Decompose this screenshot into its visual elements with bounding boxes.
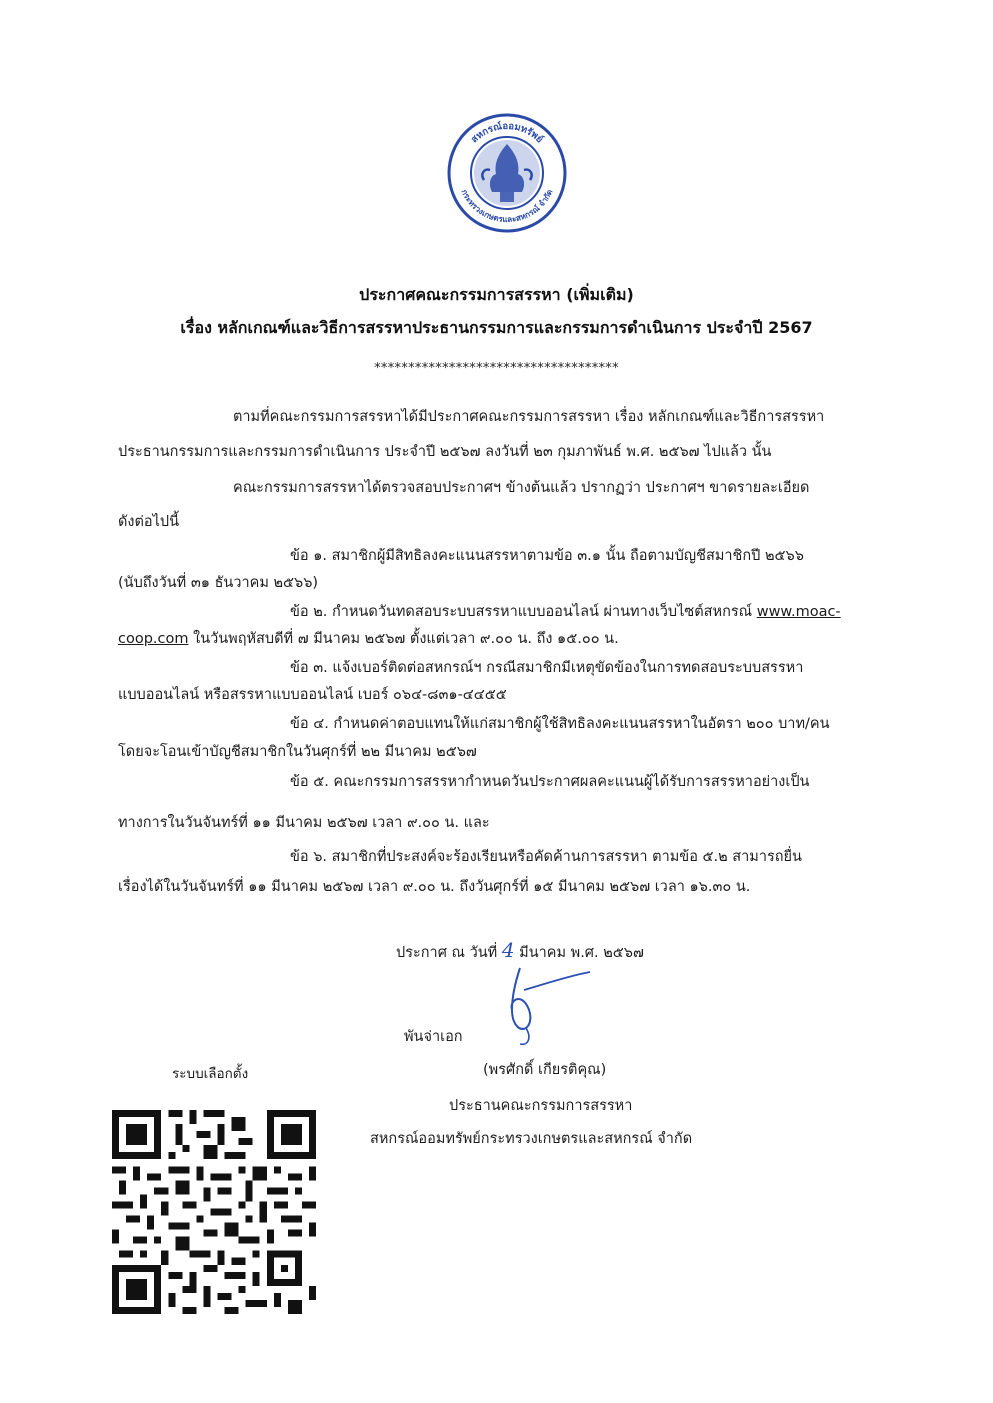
clause-2-line xyxy=(290,600,841,623)
qr-label: ระบบเลือกตั้ง xyxy=(172,1066,249,1082)
signer-position: ประธานคณะกรรมการสรรหา xyxy=(449,1098,633,1114)
paragraph-line: ประธานกรรมการและกรรมการดำเนินการ ประจำปี ๒๕๖๗ ลงวันที่ ๒๓ กุมภาพันธ์ พ.ศ. ๒๕๖๗ ไปแล้ว นั้น xyxy=(118,444,772,460)
clause-1-line: (นับถึงวันที่ ๓๑ ธันวาคม ๒๕๖๖) xyxy=(118,575,319,591)
announcement-subject: เรื่อง หลักเกณฑ์และวิธีการสรรหาประธานกรรมการและกรรมการดำเนินการ ประจำปี 2567 xyxy=(180,318,813,337)
date-suffix: มีนาคม พ.ศ. ๒๕๖๗ xyxy=(519,945,644,961)
handwritten-signature xyxy=(490,950,600,1050)
website-link-continued[interactable]: coop.com xyxy=(118,631,189,647)
paragraph-line: ตามที่คณะกรรมการสรรหาได้มีประกาศคณะกรรมการสรรหา เรื่อง หลักเกณฑ์และวิธีการสรรหา xyxy=(233,409,825,425)
signer-rank: พันจ่าเอก xyxy=(404,1029,463,1045)
announcement-title: ประกาศคณะกรรมการสรรหา (เพิ่มเติม) xyxy=(359,285,634,304)
clause-4-line: โดยจะโอนเข้าบัญชีสมาชิกในวันศุกร์ที่ ๒๒ มีนาคม ๒๕๖๗ xyxy=(118,744,477,760)
seal-text-bottom: กระทรวงเกษตรและสหกรณ์ จำกัด xyxy=(459,188,555,225)
clause-3-line: ข้อ ๓. แจ้งเบอร์ติดต่อสหกรณ์ฯ กรณีสมาชิกมีเหตุขัดข้องในการทดสอบระบบสรรหา xyxy=(290,660,804,676)
clause-6-line: ข้อ ๖. สมาชิกที่ประสงค์จะร้องเรียนหรือคัดค้านการสรรหา ตามข้อ ๕.๒ สามารถยื่น xyxy=(290,849,802,865)
election-qr-code[interactable] xyxy=(112,1110,316,1314)
clause-2-text: ข้อ ๒. กำหนดวันทดสอบระบบสรรหาแบบออนไลน์ ผ่านทางเว็บไซต์สหกรณ์ xyxy=(290,604,757,620)
signer-organization: สหกรณ์ออมทรัพย์กระทรวงเกษตรและสหกรณ์ จำกัด xyxy=(370,1131,693,1147)
clause-2-text: ในวันพฤหัสบดีที่ ๗ มีนาคม ๒๕๖๗ ตั้งแต่เวลา ๙.๐๐ น. ถึง ๑๕.๐๐ น. xyxy=(188,631,619,647)
clause-5-line: ทางการในวันจันทร์ที่ ๑๑ มีนาคม ๒๕๖๗ เวลา ๙.๐๐ น. และ xyxy=(118,815,490,831)
handwritten-day: 4 xyxy=(501,938,515,962)
clause-3-line: แบบออนไลน์ หรือสรรหาแบบออนไลน์ เบอร์ ๐๖๔-๘๓๑-๔๔๕๕ xyxy=(118,687,507,703)
signer-name: (พรศักดิ์ เกียรติคุณ) xyxy=(483,1062,607,1078)
website-link[interactable]: www.moac- xyxy=(756,604,841,620)
separator-line: ************************************ xyxy=(374,361,619,376)
clause-4-line: ข้อ ๔. กำหนดค่าตอบแทนให้แก่สมาชิกผู้ใช้สิทธิลงคะแนนสรรหาในอัตรา ๒๐๐ บาท/คน xyxy=(290,716,830,732)
clause-5-line: ข้อ ๕. คณะกรรมการสรรหากำหนดวันประกาศผลคะแนนผู้ได้รับการสรรหาอย่างเป็น xyxy=(290,774,810,790)
cooperative-seal-logo xyxy=(446,112,568,234)
clause-1-line: ข้อ ๑. สมาชิกผู้มีสิทธิลงคะแนนสรรหาตามข้อ ๓.๑ นั้น ถือตามบัญชีสมาชิกปี ๒๕๖๖ xyxy=(290,548,804,564)
date-prefix: ประกาศ ณ วันที่ xyxy=(396,945,498,961)
clause-6-line: เรื่องได้ในวันจันทร์ที่ ๑๑ มีนาคม ๒๕๖๗ เวลา ๙.๐๐ น. ถึงวันศุกร์ที่ ๑๕ มีนาคม ๒๕๖๗ เวลา ๑๖.๓๐ น. xyxy=(118,879,751,895)
clause-2-line xyxy=(118,627,619,650)
seal-text-top: สหกรณ์ออมทรัพย์ xyxy=(469,120,545,146)
paragraph-line: คณะกรรมการสรรหาได้ตรวจสอบประกาศฯ ข้างต้นแล้ว ปรากฏว่า ประกาศฯ ขาดรายละเอียด xyxy=(233,480,810,496)
paragraph-line: ดังต่อไปนี้ xyxy=(118,514,180,530)
